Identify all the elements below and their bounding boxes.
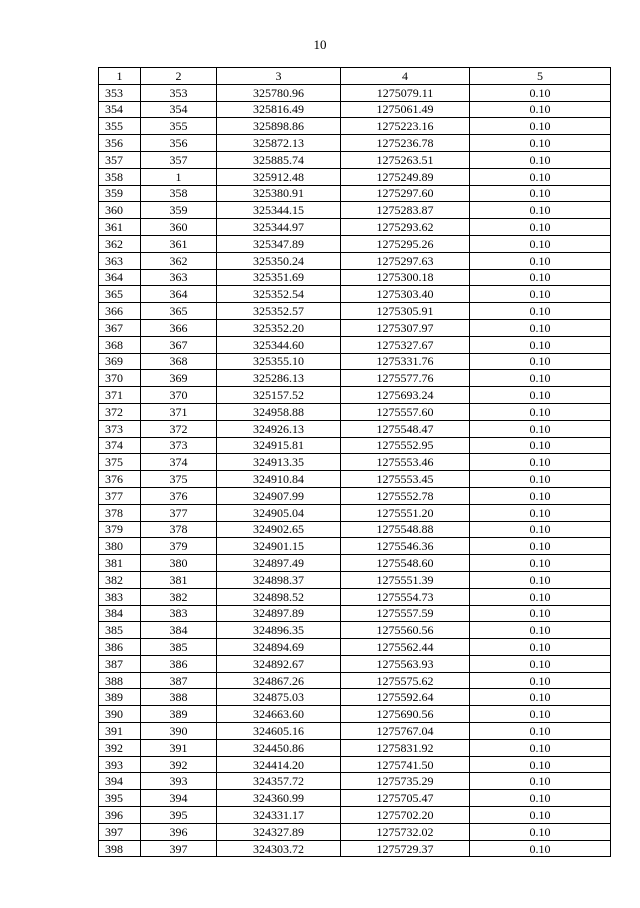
x-coordinate-cell: 324926.13: [217, 420, 341, 437]
table-row: [99, 655, 611, 672]
precision-cell: 0.10: [470, 420, 611, 437]
precision-cell: 0.10: [470, 286, 611, 303]
y-coordinate-cell: 1275693.24: [341, 387, 470, 404]
table-row: [99, 319, 611, 336]
y-coordinate-cell: 1275079.11: [341, 84, 470, 101]
y-coordinate-cell: 1275562.44: [341, 639, 470, 656]
table-row: [99, 403, 611, 420]
precision-cell: 0.10: [470, 202, 611, 219]
x-coordinate-cell: 325816.49: [217, 101, 341, 118]
x-coordinate-cell: 324894.69: [217, 639, 341, 656]
x-coordinate-cell: 324907.99: [217, 487, 341, 504]
y-coordinate-cell: 1275592.64: [341, 689, 470, 706]
y-coordinate-cell: 1275548.47: [341, 420, 470, 437]
x-coordinate-cell: 324897.49: [217, 555, 341, 572]
table-row: [99, 840, 611, 857]
point-number-cell: 395: [141, 807, 217, 824]
column-header: 2: [141, 68, 217, 85]
point-number-cell: 362: [141, 252, 217, 269]
table-row: [99, 471, 611, 488]
row-index-cell: 393: [99, 756, 141, 773]
point-number-cell: 366: [141, 319, 217, 336]
x-coordinate-cell: 324303.72: [217, 840, 341, 857]
table-row: [99, 286, 611, 303]
point-number-cell: 376: [141, 487, 217, 504]
point-number-cell: 363: [141, 269, 217, 286]
point-number-cell: 388: [141, 689, 217, 706]
row-index-cell: 366: [99, 303, 141, 320]
point-number-cell: 391: [141, 739, 217, 756]
table-row: [99, 639, 611, 656]
row-index-cell: 355: [99, 118, 141, 135]
y-coordinate-cell: 1275307.97: [341, 319, 470, 336]
precision-cell: 0.10: [470, 756, 611, 773]
y-coordinate-cell: 1275548.60: [341, 555, 470, 572]
precision-cell: 0.10: [470, 487, 611, 504]
table-row: [99, 790, 611, 807]
precision-cell: 0.10: [470, 252, 611, 269]
precision-cell: 0.10: [470, 672, 611, 689]
x-coordinate-cell: 324663.60: [217, 706, 341, 723]
y-coordinate-cell: 1275551.39: [341, 571, 470, 588]
column-header: 1: [99, 68, 141, 85]
point-number-cell: 381: [141, 571, 217, 588]
table-row: [99, 118, 611, 135]
precision-cell: 0.10: [470, 555, 611, 572]
point-number-cell: 360: [141, 219, 217, 236]
row-index-cell: 358: [99, 168, 141, 185]
point-number-cell: 387: [141, 672, 217, 689]
y-coordinate-cell: 1275331.76: [341, 353, 470, 370]
point-number-cell: 396: [141, 823, 217, 840]
x-coordinate-cell: 324905.04: [217, 504, 341, 521]
table-row: [99, 773, 611, 790]
precision-cell: 0.10: [470, 269, 611, 286]
y-coordinate-cell: 1275552.78: [341, 487, 470, 504]
precision-cell: 0.10: [470, 84, 611, 101]
point-number-cell: 365: [141, 303, 217, 320]
y-coordinate-cell: 1275554.73: [341, 588, 470, 605]
table-row: [99, 135, 611, 152]
point-number-cell: 383: [141, 605, 217, 622]
table-row: [99, 101, 611, 118]
row-index-cell: 360: [99, 202, 141, 219]
precision-cell: 0.10: [470, 588, 611, 605]
row-index-cell: 353: [99, 84, 141, 101]
point-number-cell: 361: [141, 235, 217, 252]
x-coordinate-cell: 324605.16: [217, 723, 341, 740]
row-index-cell: 382: [99, 571, 141, 588]
point-number-cell: 356: [141, 135, 217, 152]
table-row: [99, 571, 611, 588]
point-number-cell: 392: [141, 756, 217, 773]
x-coordinate-cell: 325352.54: [217, 286, 341, 303]
row-index-cell: 361: [99, 219, 141, 236]
precision-cell: 0.10: [470, 387, 611, 404]
row-index-cell: 394: [99, 773, 141, 790]
y-coordinate-cell: 1275223.16: [341, 118, 470, 135]
y-coordinate-cell: 1275767.04: [341, 723, 470, 740]
x-coordinate-cell: 324892.67: [217, 655, 341, 672]
coordinates-table: [98, 67, 611, 857]
y-coordinate-cell: 1275297.63: [341, 252, 470, 269]
point-number-cell: 371: [141, 403, 217, 420]
point-number-cell: 393: [141, 773, 217, 790]
x-coordinate-cell: 324896.35: [217, 622, 341, 639]
precision-cell: 0.10: [470, 689, 611, 706]
row-index-cell: 375: [99, 454, 141, 471]
y-coordinate-cell: 1275557.59: [341, 605, 470, 622]
point-number-cell: 354: [141, 101, 217, 118]
x-coordinate-cell: 324915.81: [217, 437, 341, 454]
point-number-cell: 369: [141, 370, 217, 387]
row-index-cell: 390: [99, 706, 141, 723]
row-index-cell: 367: [99, 319, 141, 336]
y-coordinate-cell: 1275061.49: [341, 101, 470, 118]
precision-cell: 0.10: [470, 336, 611, 353]
row-index-cell: 389: [99, 689, 141, 706]
x-coordinate-cell: 324913.35: [217, 454, 341, 471]
table-row: [99, 622, 611, 639]
point-number-cell: 382: [141, 588, 217, 605]
y-coordinate-cell: 1275283.87: [341, 202, 470, 219]
x-coordinate-cell: 324360.99: [217, 790, 341, 807]
row-index-cell: 365: [99, 286, 141, 303]
precision-cell: 0.10: [470, 303, 611, 320]
x-coordinate-cell: 325286.13: [217, 370, 341, 387]
y-coordinate-cell: 1275295.26: [341, 235, 470, 252]
row-index-cell: 377: [99, 487, 141, 504]
x-coordinate-cell: 324867.26: [217, 672, 341, 689]
row-index-cell: 356: [99, 135, 141, 152]
precision-cell: 0.10: [470, 807, 611, 824]
y-coordinate-cell: 1275297.60: [341, 185, 470, 202]
precision-cell: 0.10: [470, 319, 611, 336]
y-coordinate-cell: 1275303.40: [341, 286, 470, 303]
precision-cell: 0.10: [470, 538, 611, 555]
table-row: [99, 168, 611, 185]
precision-cell: 0.10: [470, 622, 611, 639]
x-coordinate-cell: 324901.15: [217, 538, 341, 555]
y-coordinate-cell: 1275263.51: [341, 151, 470, 168]
precision-cell: 0.10: [470, 168, 611, 185]
point-number-cell: 355: [141, 118, 217, 135]
point-number-cell: 368: [141, 353, 217, 370]
point-number-cell: 359: [141, 202, 217, 219]
row-index-cell: 362: [99, 235, 141, 252]
x-coordinate-cell: 324958.88: [217, 403, 341, 420]
x-coordinate-cell: 324898.37: [217, 571, 341, 588]
x-coordinate-cell: 325380.91: [217, 185, 341, 202]
table-row: [99, 235, 611, 252]
row-index-cell: 370: [99, 370, 141, 387]
row-index-cell: 354: [99, 101, 141, 118]
precision-cell: 0.10: [470, 370, 611, 387]
point-number-cell: 353: [141, 84, 217, 101]
table-header-row: [99, 68, 611, 85]
x-coordinate-cell: 325352.57: [217, 303, 341, 320]
y-coordinate-cell: 1275577.76: [341, 370, 470, 387]
precision-cell: 0.10: [470, 135, 611, 152]
x-coordinate-cell: 325872.13: [217, 135, 341, 152]
precision-cell: 0.10: [470, 840, 611, 857]
point-number-cell: 372: [141, 420, 217, 437]
row-index-cell: 381: [99, 555, 141, 572]
precision-cell: 0.10: [470, 739, 611, 756]
table-row: [99, 370, 611, 387]
table-row: [99, 723, 611, 740]
y-coordinate-cell: 1275732.02: [341, 823, 470, 840]
table-row: [99, 303, 611, 320]
x-coordinate-cell: 325885.74: [217, 151, 341, 168]
row-index-cell: 388: [99, 672, 141, 689]
row-index-cell: 384: [99, 605, 141, 622]
precision-cell: 0.10: [470, 101, 611, 118]
row-index-cell: 398: [99, 840, 141, 857]
table-row: [99, 555, 611, 572]
row-index-cell: 379: [99, 521, 141, 538]
y-coordinate-cell: 1275553.45: [341, 471, 470, 488]
x-coordinate-cell: 325780.96: [217, 84, 341, 101]
precision-cell: 0.10: [470, 504, 611, 521]
precision-cell: 0.10: [470, 723, 611, 740]
row-index-cell: 385: [99, 622, 141, 639]
precision-cell: 0.10: [470, 185, 611, 202]
precision-cell: 0.10: [470, 706, 611, 723]
precision-cell: 0.10: [470, 151, 611, 168]
row-index-cell: 386: [99, 639, 141, 656]
precision-cell: 0.10: [470, 118, 611, 135]
point-number-cell: 394: [141, 790, 217, 807]
x-coordinate-cell: 325344.60: [217, 336, 341, 353]
table-body: [99, 68, 611, 857]
table-row: [99, 252, 611, 269]
point-number-cell: 364: [141, 286, 217, 303]
column-header: 3: [217, 68, 341, 85]
precision-cell: 0.10: [470, 773, 611, 790]
table-row: [99, 521, 611, 538]
table-row: [99, 504, 611, 521]
y-coordinate-cell: 1275548.88: [341, 521, 470, 538]
point-number-cell: 358: [141, 185, 217, 202]
precision-cell: 0.10: [470, 471, 611, 488]
precision-cell: 0.10: [470, 639, 611, 656]
table-row: [99, 807, 611, 824]
y-coordinate-cell: 1275831.92: [341, 739, 470, 756]
x-coordinate-cell: 324414.20: [217, 756, 341, 773]
x-coordinate-cell: 324875.03: [217, 689, 341, 706]
row-index-cell: 391: [99, 723, 141, 740]
row-index-cell: 397: [99, 823, 141, 840]
table-row: [99, 84, 611, 101]
row-index-cell: 387: [99, 655, 141, 672]
x-coordinate-cell: 325912.48: [217, 168, 341, 185]
point-number-cell: 386: [141, 655, 217, 672]
x-coordinate-cell: 325350.24: [217, 252, 341, 269]
x-coordinate-cell: 324450.86: [217, 739, 341, 756]
y-coordinate-cell: 1275557.60: [341, 403, 470, 420]
point-number-cell: 384: [141, 622, 217, 639]
page-number: 10: [313, 37, 327, 52]
y-coordinate-cell: 1275553.46: [341, 454, 470, 471]
row-index-cell: 380: [99, 538, 141, 555]
point-number-cell: 380: [141, 555, 217, 572]
precision-cell: 0.10: [470, 571, 611, 588]
table-row: [99, 605, 611, 622]
point-number-cell: 373: [141, 437, 217, 454]
row-index-cell: 396: [99, 807, 141, 824]
table-row: [99, 437, 611, 454]
point-number-cell: 357: [141, 151, 217, 168]
y-coordinate-cell: 1275551.20: [341, 504, 470, 521]
table-row: [99, 202, 611, 219]
precision-cell: 0.10: [470, 790, 611, 807]
y-coordinate-cell: 1275552.95: [341, 437, 470, 454]
row-index-cell: 383: [99, 588, 141, 605]
row-index-cell: 371: [99, 387, 141, 404]
row-index-cell: 395: [99, 790, 141, 807]
point-number-cell: 378: [141, 521, 217, 538]
point-number-cell: 367: [141, 336, 217, 353]
x-coordinate-cell: 324327.89: [217, 823, 341, 840]
precision-cell: 0.10: [470, 823, 611, 840]
x-coordinate-cell: 324331.17: [217, 807, 341, 824]
precision-cell: 0.10: [470, 521, 611, 538]
table-row: [99, 588, 611, 605]
table-row: [99, 689, 611, 706]
y-coordinate-cell: 1275575.62: [341, 672, 470, 689]
y-coordinate-cell: 1275702.20: [341, 807, 470, 824]
table-row: [99, 151, 611, 168]
point-number-cell: 390: [141, 723, 217, 740]
row-index-cell: 369: [99, 353, 141, 370]
point-number-cell: 374: [141, 454, 217, 471]
point-number-cell: 385: [141, 639, 217, 656]
table-row: [99, 756, 611, 773]
x-coordinate-cell: 325347.89: [217, 235, 341, 252]
point-number-cell: 375: [141, 471, 217, 488]
point-number-cell: 389: [141, 706, 217, 723]
x-coordinate-cell: 325355.10: [217, 353, 341, 370]
y-coordinate-cell: 1275249.89: [341, 168, 470, 185]
point-number-cell: 377: [141, 504, 217, 521]
y-coordinate-cell: 1275305.91: [341, 303, 470, 320]
point-number-cell: 370: [141, 387, 217, 404]
point-number-cell: 1: [141, 168, 217, 185]
table-row: [99, 336, 611, 353]
precision-cell: 0.10: [470, 437, 611, 454]
y-coordinate-cell: 1275735.29: [341, 773, 470, 790]
y-coordinate-cell: 1275690.56: [341, 706, 470, 723]
table-row: [99, 185, 611, 202]
x-coordinate-cell: 324898.52: [217, 588, 341, 605]
precision-cell: 0.10: [470, 219, 611, 236]
table-row: [99, 823, 611, 840]
precision-cell: 0.10: [470, 353, 611, 370]
table-row: [99, 353, 611, 370]
y-coordinate-cell: 1275293.62: [341, 219, 470, 236]
x-coordinate-cell: 324902.65: [217, 521, 341, 538]
table-row: [99, 706, 611, 723]
table-row: [99, 672, 611, 689]
y-coordinate-cell: 1275546.36: [341, 538, 470, 555]
x-coordinate-cell: 325898.86: [217, 118, 341, 135]
row-index-cell: 357: [99, 151, 141, 168]
x-coordinate-cell: 325352.20: [217, 319, 341, 336]
row-index-cell: 368: [99, 336, 141, 353]
column-header: 4: [341, 68, 470, 85]
y-coordinate-cell: 1275705.47: [341, 790, 470, 807]
table-row: [99, 269, 611, 286]
x-coordinate-cell: 325344.97: [217, 219, 341, 236]
precision-cell: 0.10: [470, 655, 611, 672]
x-coordinate-cell: 325351.69: [217, 269, 341, 286]
row-index-cell: 376: [99, 471, 141, 488]
row-index-cell: 372: [99, 403, 141, 420]
row-index-cell: 359: [99, 185, 141, 202]
y-coordinate-cell: 1275236.78: [341, 135, 470, 152]
table-row: [99, 487, 611, 504]
table-row: [99, 739, 611, 756]
precision-cell: 0.10: [470, 605, 611, 622]
y-coordinate-cell: 1275741.50: [341, 756, 470, 773]
point-number-cell: 397: [141, 840, 217, 857]
row-index-cell: 373: [99, 420, 141, 437]
y-coordinate-cell: 1275300.18: [341, 269, 470, 286]
precision-cell: 0.10: [470, 235, 611, 252]
x-coordinate-cell: 324910.84: [217, 471, 341, 488]
table-row: [99, 219, 611, 236]
x-coordinate-cell: 325344.15: [217, 202, 341, 219]
x-coordinate-cell: 324357.72: [217, 773, 341, 790]
column-header: 5: [470, 68, 611, 85]
row-index-cell: 363: [99, 252, 141, 269]
point-number-cell: 379: [141, 538, 217, 555]
table-row: [99, 454, 611, 471]
table-row: [99, 538, 611, 555]
table-row: [99, 387, 611, 404]
y-coordinate-cell: 1275327.67: [341, 336, 470, 353]
y-coordinate-cell: 1275560.56: [341, 622, 470, 639]
precision-cell: 0.10: [470, 403, 611, 420]
x-coordinate-cell: 324897.89: [217, 605, 341, 622]
row-index-cell: 374: [99, 437, 141, 454]
precision-cell: 0.10: [470, 454, 611, 471]
y-coordinate-cell: 1275729.37: [341, 840, 470, 857]
row-index-cell: 364: [99, 269, 141, 286]
x-coordinate-cell: 325157.52: [217, 387, 341, 404]
y-coordinate-cell: 1275563.93: [341, 655, 470, 672]
row-index-cell: 392: [99, 739, 141, 756]
row-index-cell: 378: [99, 504, 141, 521]
table-row: [99, 420, 611, 437]
